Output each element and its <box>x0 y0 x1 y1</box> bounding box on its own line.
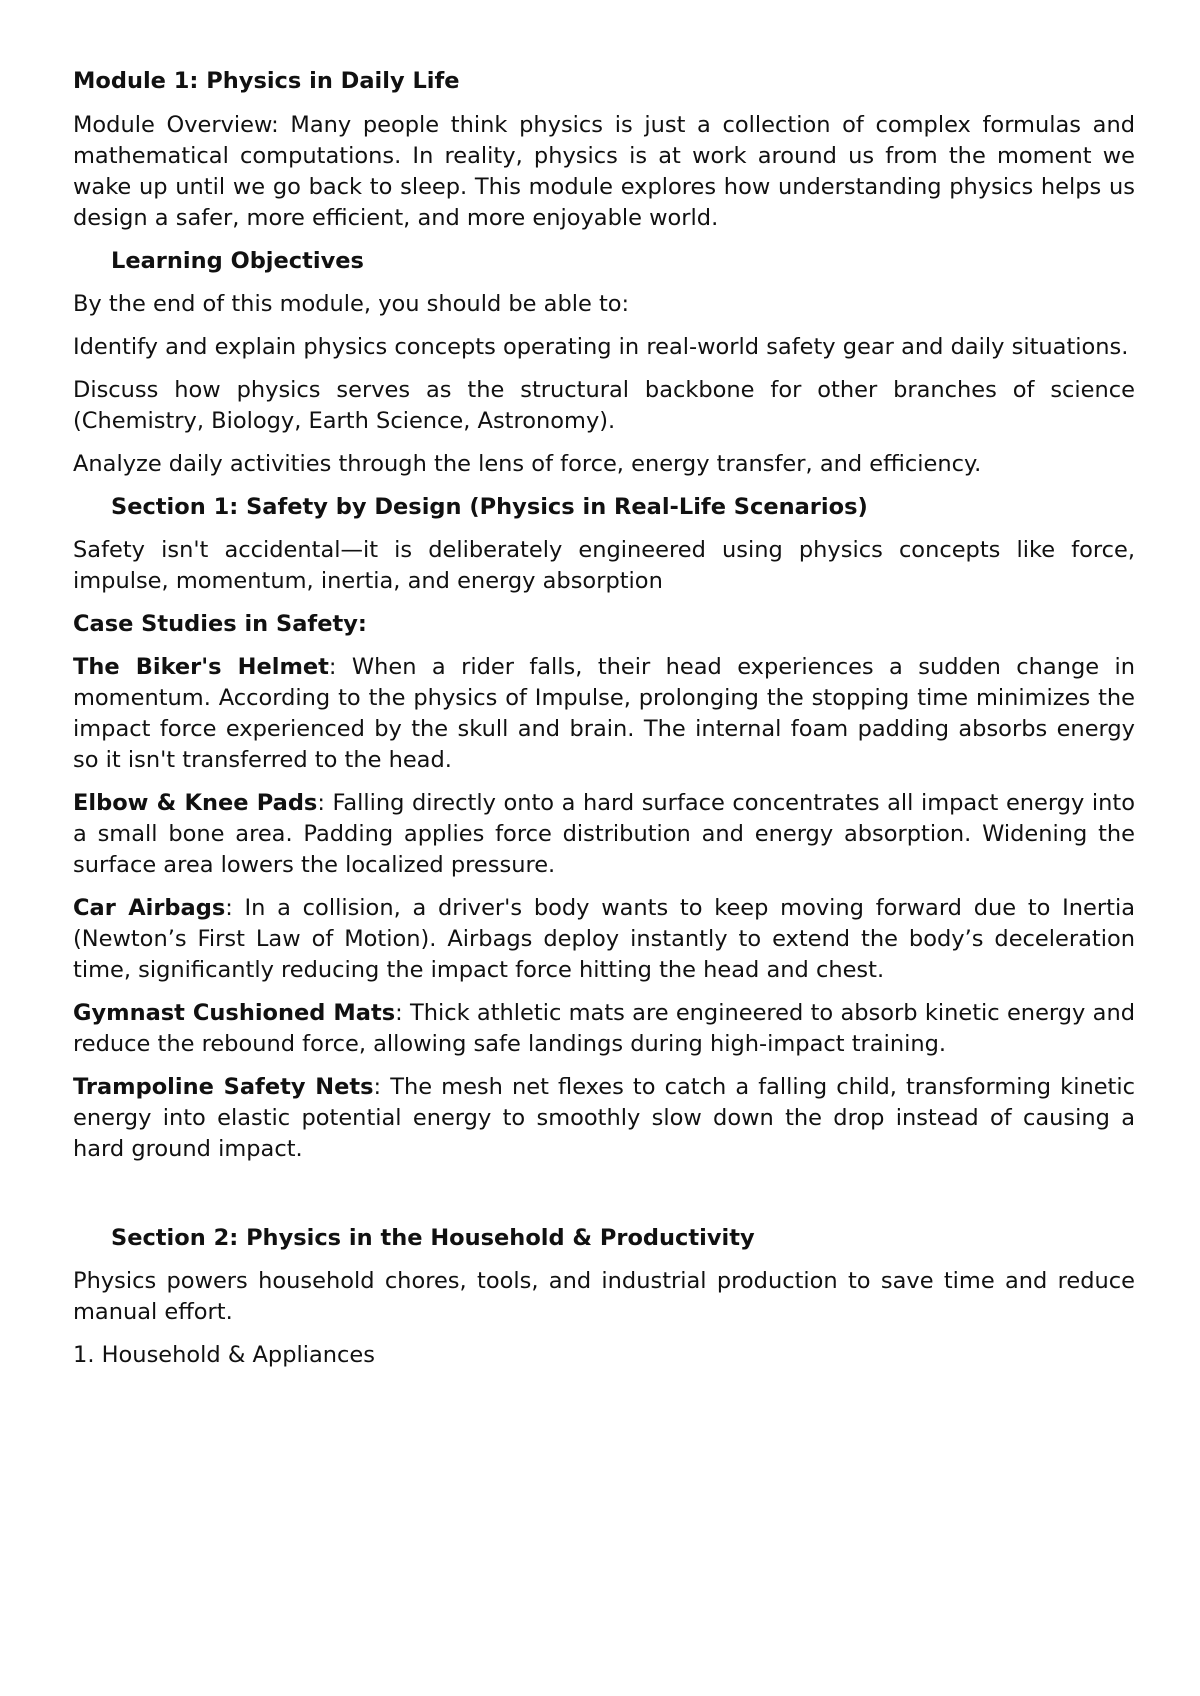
case-study-pads <box>73 788 1135 881</box>
section2-heading: Section 2: Physics in the Household & Productivity <box>111 1225 755 1251</box>
case-study-nets <box>73 1072 1135 1165</box>
case-text: : In a collision, a driver's body wants to keep moving forward due to Inertia (Newton’s First Law of Motion). Airbags deploy instantly to extend the body’s deceleration time, significantly reducing the impact force hitting the head and chest. <box>73 895 1135 983</box>
case-term: Elbow & Knee Pads <box>73 790 318 816</box>
case-text: : When a rider falls, their head experiences a sudden change in momentum. According to the physics of Impulse, prolonging the stopping time minimizes the impact force experienced by the skull and brain. The internal foam padding absorbs energy so it isn't transferred to the head. <box>73 654 1135 773</box>
case-text: : The mesh net flexes to catch a falling child, transforming kinetic energy into elastic potential energy to smoothly slow down the drop instead of causing a hard ground impact. <box>73 1074 1135 1162</box>
section-spacer <box>73 1177 1135 1223</box>
case-term: Gymnast Cushioned Mats <box>73 1000 396 1026</box>
section2-intro: Physics powers household chores, tools, and industrial production to save time and reduce manual effort. <box>73 1268 1135 1325</box>
case-text: : Thick athletic mats are engineered to absorb kinetic energy and reduce the rebound force, allowing safe landings during high-impact training. <box>73 1000 1135 1057</box>
case-term: Car Airbags <box>73 895 226 921</box>
objective-item: Discuss how physics serves as the structural backbone for other branches of science (Chemistry, Biology, Earth Science, Astronomy). <box>73 377 1135 434</box>
module-title: Module 1: Physics in Daily Life <box>73 68 460 94</box>
objectives-heading: Learning Objectives <box>111 248 364 274</box>
module-overview: Module Overview: Many people think physics is just a collection of complex formulas and mathematical computations. In reality, physics is at work around us from the moment we wake up until we go back to sleep. This module explores how understanding physics helps us design a safer, more efficient, and more enjoyable world. <box>73 112 1135 231</box>
objectives-intro: By the end of this module, you should be able to: <box>73 291 630 317</box>
section2-sub-item: 1. Household & Appliances <box>73 1342 375 1368</box>
document-page <box>73 66 1135 1383</box>
section1-intro: Safety isn't accidental—it is deliberately engineered using physics concepts like force, impulse, momentum, inertia, and energy absorption <box>73 537 1135 594</box>
case-text: : Falling directly onto a hard surface concentrates all impact energy into a small bone area. Padding applies force distribution and energy absorption. Widening the surface area lowers the localized pressure. <box>73 790 1135 878</box>
case-term: The Biker's Helmet <box>73 654 329 680</box>
case-study-mats <box>73 998 1135 1060</box>
case-study-airbags <box>73 893 1135 986</box>
objective-item: Analyze daily activities through the lens of force, energy transfer, and efficiency. <box>73 451 982 477</box>
case-study-helmet <box>73 652 1135 776</box>
case-term: Trampoline Safety Nets <box>73 1074 374 1100</box>
case-studies-heading: Case Studies in Safety: <box>73 611 367 637</box>
section1-heading: Section 1: Safety by Design (Physics in Real-Life Scenarios) <box>111 494 868 520</box>
objective-item: Identify and explain physics concepts operating in real-world safety gear and daily situations. <box>73 334 1129 360</box>
